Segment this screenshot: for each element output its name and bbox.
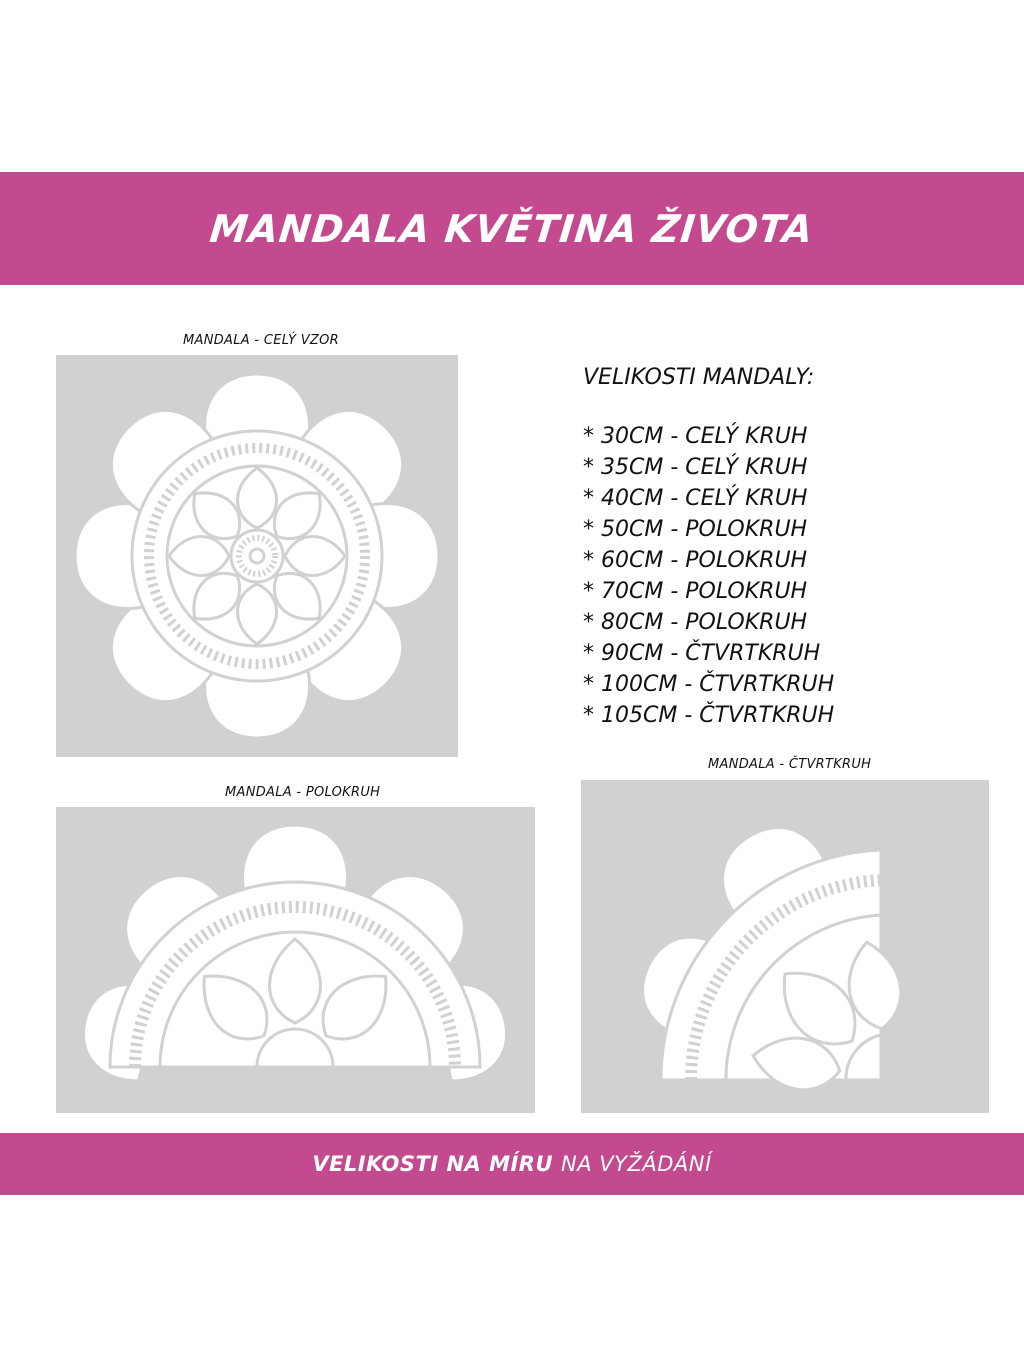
size-item: * 30CM - CELÝ KRUH [583, 424, 808, 449]
size-item: * 50CM - POLOKRUH [583, 517, 808, 542]
page-title: MANDALA KVĚTINA ŽIVOTA [208, 206, 816, 251]
footer-text [312, 1152, 711, 1176]
mandala-half-graphic [56, 807, 535, 1113]
size-item: * 60CM - POLOKRUH [583, 548, 808, 573]
footer-band [0, 1133, 1024, 1195]
caption-half: MANDALA - POLOKRUH [225, 785, 381, 800]
size-item: * 70CM - POLOKRUH [583, 579, 808, 604]
size-item: * 90CM - ČTVRTKRUH [583, 641, 821, 666]
mandala-half-image [56, 807, 535, 1113]
caption-quarter: MANDALA - ČTVRTKRUH [708, 757, 872, 772]
size-item: * 105CM - ČTVRTKRUH [583, 703, 835, 728]
size-item: * 100CM - ČTVRTKRUH [583, 672, 835, 697]
mandala-full-image [56, 355, 458, 757]
size-item: * 40CM - CELÝ KRUH [583, 486, 808, 511]
footer-light-text: NA VYŽÁDÁNÍ [561, 1152, 712, 1176]
footer-strong-text: VELIKOSTI NA MÍRU [312, 1152, 554, 1176]
size-item: * 80CM - POLOKRUH [583, 610, 808, 635]
size-item: * 35CM - CELÝ KRUH [583, 455, 808, 480]
mandala-quarter-image [581, 780, 989, 1113]
header-band [0, 172, 1024, 285]
mandala-full-graphic [56, 355, 458, 757]
sizes-list [583, 362, 834, 731]
sizes-heading: VELIKOSTI MANDALY: [583, 365, 815, 390]
caption-full: MANDALA - CELÝ VZOR [183, 333, 339, 348]
mandala-quarter-graphic [581, 780, 989, 1113]
